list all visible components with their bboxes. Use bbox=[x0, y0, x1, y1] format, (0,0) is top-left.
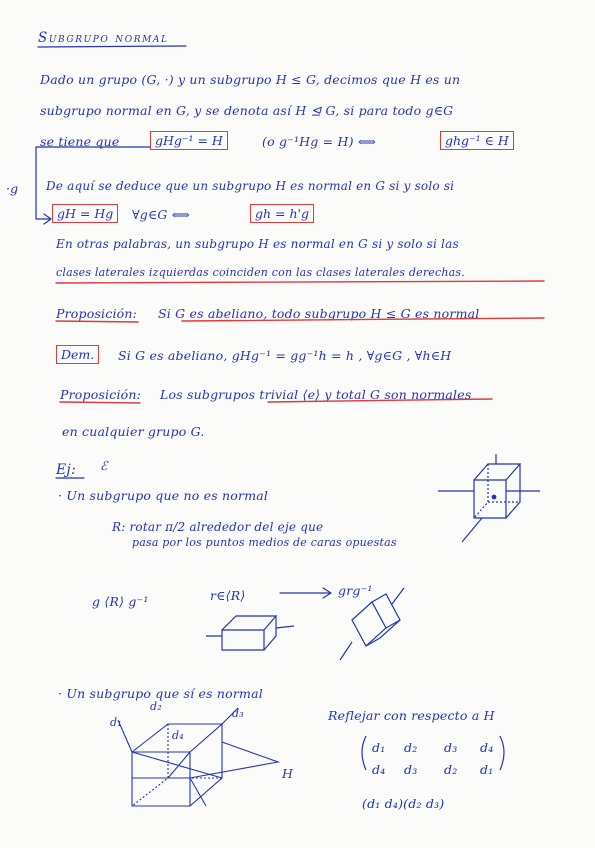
other-words-line-2: clases laterales izquierdas coinciden con las clases laterales derechas. bbox=[56, 266, 465, 279]
example-2-title: · Un subgrupo que sí es normal bbox=[58, 686, 263, 701]
diagonal-label-d3: d₃ bbox=[232, 707, 244, 720]
perm-row-2-3: d₂ bbox=[444, 762, 458, 777]
proposition-1-text: Si G es abeliano, todo subgrupo H ≤ G es normal bbox=[158, 306, 480, 321]
diagonal-label-d4: d₄ bbox=[172, 729, 184, 742]
proposition-1-label-underline bbox=[56, 321, 138, 322]
other-words-line-1: En otras palabras, un subgrupo H es normal en G si y solo si las bbox=[56, 237, 459, 251]
normal-def-box-1: gHg⁻¹ = H bbox=[150, 131, 228, 150]
proposition-2-label: Proposición: bbox=[60, 387, 142, 402]
proposition-2-label-underline bbox=[60, 402, 140, 403]
coset-equality-box: gH = Hg bbox=[52, 204, 118, 223]
rotation-line-1: R: rotar π/2 alrededor del eje que bbox=[112, 520, 324, 534]
perm-row-1-4: d₄ bbox=[480, 740, 494, 755]
cosets-underline bbox=[56, 281, 544, 283]
normal-def-box-2: ghg⁻¹ ∈ H bbox=[440, 131, 514, 150]
conjugation-arrow bbox=[280, 588, 331, 598]
proposition-2-underline bbox=[268, 399, 492, 402]
dem-text: Si G es abeliano, gHg⁻¹ = gg⁻¹h = h , ∀g∈G , ∀h∈H bbox=[118, 348, 452, 363]
conjugate-right: grg⁻¹ bbox=[338, 583, 373, 598]
page-title: Subgrupo normal bbox=[38, 30, 169, 46]
deduction-line-1: De aquí se deduce que un subgrupo H es normal en G si y solo si bbox=[46, 179, 455, 193]
cycle-notation: (d₁ d₄)(d₂ d₃) bbox=[362, 796, 445, 811]
element-equality-box: gh = h'g bbox=[250, 204, 314, 223]
proposition-2-line-2: en cualquier grupo G. bbox=[62, 424, 205, 439]
dem-label-box: Dem. bbox=[56, 345, 99, 364]
proposition-1-underline bbox=[182, 318, 544, 321]
proposition-2-line-1: Los subgrupos trivial ⟨e⟩ y total G son normales bbox=[160, 387, 472, 402]
reflect-text: Reflejar con respecto a H bbox=[328, 708, 495, 723]
perm-row-1-1: d₁ bbox=[372, 740, 386, 755]
permutation-parentheses bbox=[362, 736, 504, 770]
example-1-title: · Un subgrupo que no es normal bbox=[58, 488, 269, 503]
examples-mark: ℰ bbox=[100, 458, 108, 473]
side-mark: ·g bbox=[6, 181, 19, 196]
definition-line-2: subgrupo normal en G, y se denota así H ⊴ G, si para todo g∈G bbox=[40, 103, 454, 118]
diagonal-label-d2: d₂ bbox=[150, 700, 162, 713]
box-diagram-3 bbox=[340, 588, 404, 660]
conjugate-mid: r∈⟨R⟩ bbox=[210, 588, 246, 603]
examples-label: Ej: bbox=[56, 462, 76, 478]
perm-row-1-3: d₃ bbox=[444, 740, 458, 755]
perm-row-1-2: d₂ bbox=[404, 740, 418, 755]
definition-line-1: Dado un grupo (G, ·) y un subgrupo H ≤ G, decimos que H es un bbox=[40, 72, 461, 87]
box-diagram-2 bbox=[206, 616, 294, 650]
diagonal-label-d1: d₁ bbox=[110, 716, 122, 729]
conjugate-left: g ⟨R⟩ g⁻¹ bbox=[92, 594, 149, 609]
definition-line-3-mid: (o g⁻¹Hg = H) ⟺ bbox=[262, 134, 376, 149]
plane-label-h: H bbox=[282, 766, 294, 781]
cube-diagram-1 bbox=[438, 454, 540, 542]
proposition-1-label: Proposición: bbox=[56, 306, 138, 321]
perm-row-2-4: d₁ bbox=[480, 762, 494, 777]
title-underline bbox=[38, 46, 186, 47]
bracket-arrow bbox=[36, 147, 150, 219]
definition-line-3-prefix: se tiene que bbox=[40, 134, 120, 149]
deduction-mid: ∀g∈G ⟺ bbox=[132, 207, 190, 222]
perm-row-2-1: d₄ bbox=[372, 762, 386, 777]
perm-row-2-2: d₃ bbox=[404, 762, 418, 777]
rotation-line-2: pasa por los puntos medios de caras opuestas bbox=[132, 536, 397, 549]
cube-diagram-4 bbox=[118, 708, 278, 806]
